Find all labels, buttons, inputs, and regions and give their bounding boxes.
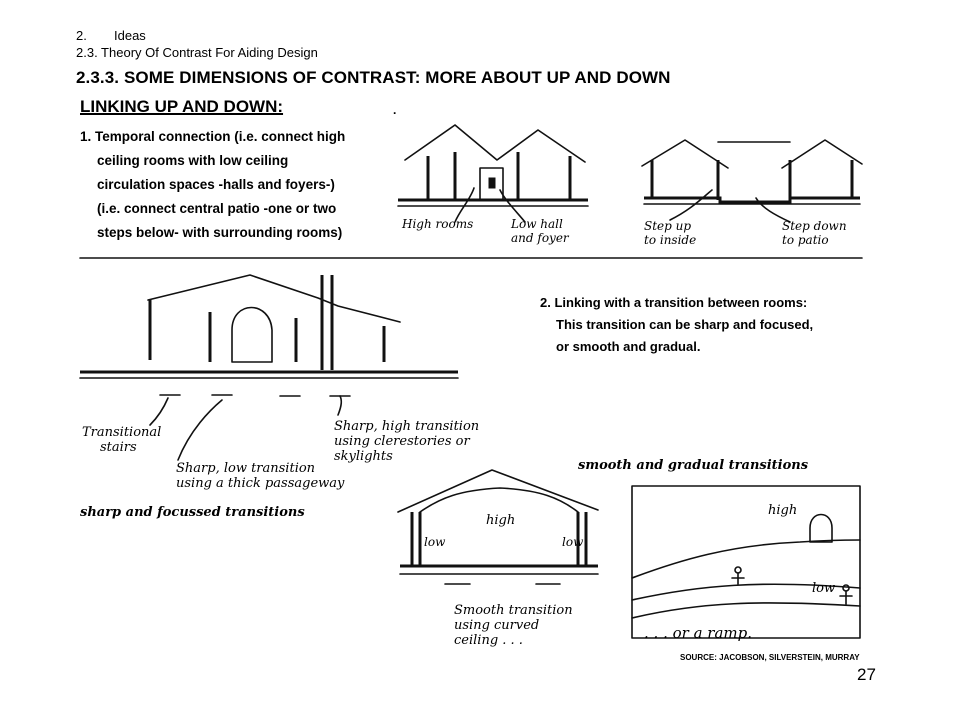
- label-transitional: Transitional: [82, 425, 162, 440]
- label-low-hall: Low hall: [511, 217, 563, 231]
- label-low-right: low: [562, 535, 584, 549]
- caption-smooth-transitions: smooth and gradual transitions: [578, 458, 809, 473]
- sketch-step-patio: [642, 140, 862, 222]
- label-high-curved: high: [486, 513, 516, 528]
- section-name: Ideas: [114, 28, 146, 43]
- label-sharp-low-2: using a thick passageway: [176, 476, 345, 491]
- label-low-left: low: [424, 535, 446, 549]
- label-low-ramp: low: [812, 581, 836, 596]
- caption-sharp-transitions: sharp and focussed transitions: [80, 505, 305, 520]
- label-smooth-1: Smooth transition: [454, 603, 573, 618]
- label-sharp-low-1: Sharp, low transition: [176, 461, 316, 476]
- item-2-line: 2. Linking with a transition between rooms:: [540, 295, 808, 310]
- item-1-line: circulation spaces -halls and foyers-): [97, 177, 335, 192]
- page-number: 27: [857, 665, 876, 684]
- label-or-a-ramp: . . . or a ramp.: [644, 624, 752, 642]
- item-1-line: steps below- with surrounding rooms): [97, 225, 343, 240]
- label-step-down: Step down: [782, 219, 847, 233]
- label-to-inside: to inside: [644, 233, 697, 247]
- label-sharp-high-2: using clerestories or: [334, 434, 470, 449]
- label-high-ramp: high: [768, 503, 798, 518]
- page-title: 2.3.3. SOME DIMENSIONS OF CONTRAST: MORE ABOUT UP AND DOWN: [76, 68, 671, 87]
- section-number: 2.: [76, 28, 87, 43]
- source-credit: SOURCE: JACOBSON, SILVERSTEIN, MURRAY: [680, 653, 860, 662]
- subsection-header: 2.3. Theory Of Contrast For Aiding Design: [76, 45, 318, 60]
- sketch-ramp: [632, 486, 860, 642]
- item-1-line: ceiling rooms with low ceiling: [97, 153, 289, 168]
- label-stairs: stairs: [100, 440, 137, 455]
- item-2-line: or smooth and gradual.: [556, 339, 701, 354]
- item-2-line: This transition can be sharp and focused,: [556, 317, 814, 332]
- label-smooth-2: using curved: [454, 618, 540, 633]
- label-sharp-high-1: Sharp, high transition: [334, 419, 480, 434]
- item-1-line: (i.e. connect central patio -one or two: [97, 201, 337, 216]
- label-to-patio: to patio: [782, 233, 829, 247]
- heading-dot: .: [393, 103, 397, 117]
- label-sharp-high-3: skylights: [334, 449, 393, 464]
- sketch-high-rooms: [398, 125, 588, 222]
- label-smooth-3: ceiling . . .: [454, 633, 523, 648]
- label-high-rooms: High rooms: [402, 217, 474, 231]
- linking-heading: LINKING UP AND DOWN:: [80, 97, 284, 116]
- label-step-up: Step up: [644, 219, 692, 233]
- item-1-line: 1. Temporal connection (i.e. connect high: [80, 129, 346, 144]
- label-and-foyer: and foyer: [511, 231, 569, 245]
